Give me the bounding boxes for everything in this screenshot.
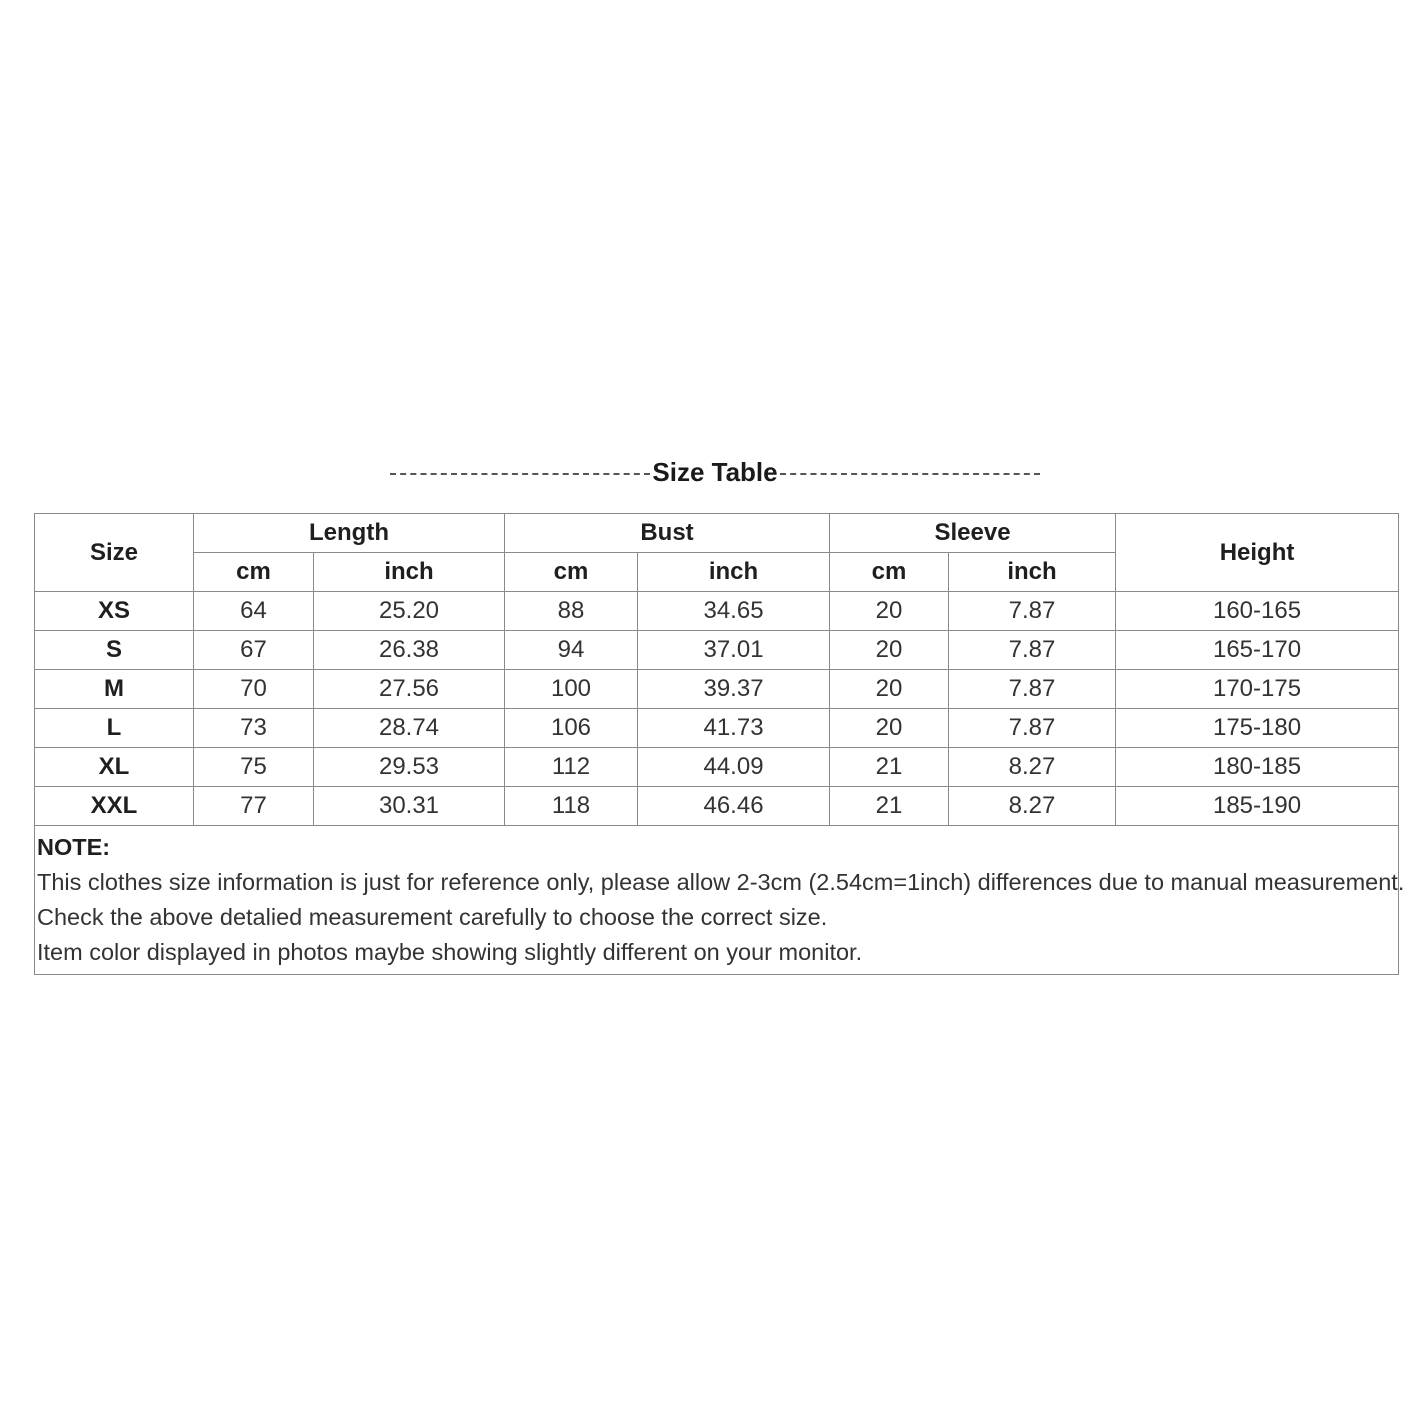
- length-inch-cell: 26.38: [314, 631, 505, 670]
- length-inch-cell: 28.74: [314, 709, 505, 748]
- title-dash-right: [780, 473, 1040, 475]
- size-cell: XS: [35, 592, 194, 631]
- note-row: [35, 826, 1399, 975]
- sleeve-cm-cell: 21: [830, 787, 949, 826]
- sleeve-cm-cell: 20: [830, 709, 949, 748]
- bust-cm-cell: 100: [505, 670, 638, 709]
- header-length: Length: [194, 514, 505, 553]
- table-row: [35, 787, 1399, 826]
- length-inch-cell: 29.53: [314, 748, 505, 787]
- height-cell: 175-180: [1116, 709, 1399, 748]
- header-sleeve: Sleeve: [830, 514, 1116, 553]
- bust-cm-cell: 88: [505, 592, 638, 631]
- header-length-cm: cm: [194, 553, 314, 592]
- height-cell: 165-170: [1116, 631, 1399, 670]
- header-size: Size: [35, 514, 194, 592]
- bust-cm-cell: 112: [505, 748, 638, 787]
- note-line: Item color displayed in photos maybe showing slightly different on your monitor.: [37, 939, 863, 965]
- length-cm-cell: 77: [194, 787, 314, 826]
- size-cell: L: [35, 709, 194, 748]
- length-cm-cell: 75: [194, 748, 314, 787]
- bust-inch-cell: 46.46: [638, 787, 830, 826]
- header-bust-cm: cm: [505, 553, 638, 592]
- header-sleeve-inch: inch: [949, 553, 1116, 592]
- length-cm-cell: 73: [194, 709, 314, 748]
- bust-inch-cell: 39.37: [638, 670, 830, 709]
- table-row: [35, 631, 1399, 670]
- title-dash-left: [390, 473, 650, 475]
- bust-inch-cell: 37.01: [638, 631, 830, 670]
- bust-cm-cell: 106: [505, 709, 638, 748]
- length-cm-cell: 64: [194, 592, 314, 631]
- length-cm-cell: 67: [194, 631, 314, 670]
- sleeve-inch-cell: 8.27: [949, 787, 1116, 826]
- header-bust-inch: inch: [638, 553, 830, 592]
- size-cell: S: [35, 631, 194, 670]
- table-row: [35, 709, 1399, 748]
- size-cell: M: [35, 670, 194, 709]
- size-table-title: Size Table: [652, 456, 778, 487]
- sleeve-cm-cell: 21: [830, 748, 949, 787]
- length-inch-cell: 25.20: [314, 592, 505, 631]
- sleeve-cm-cell: 20: [830, 631, 949, 670]
- height-cell: 185-190: [1116, 787, 1399, 826]
- size-cell: XXL: [35, 787, 194, 826]
- sleeve-inch-cell: 8.27: [949, 748, 1116, 787]
- note-title: NOTE:: [37, 834, 111, 860]
- sleeve-cm-cell: 20: [830, 592, 949, 631]
- header-length-inch: inch: [314, 553, 505, 592]
- size-table: [34, 513, 1405, 975]
- header-sleeve-cm: cm: [830, 553, 949, 592]
- sleeve-inch-cell: 7.87: [949, 670, 1116, 709]
- length-inch-cell: 27.56: [314, 670, 505, 709]
- header-height: Height: [1116, 514, 1399, 592]
- height-cell: 170-175: [1116, 670, 1399, 709]
- bust-inch-cell: 34.65: [638, 592, 830, 631]
- table-row: [35, 748, 1399, 787]
- note-cell: [35, 826, 1405, 975]
- note-line: This clothes size information is just for reference only, please allow 2-3cm (2.54cm=1inch) differences due to manual measurement.: [37, 869, 1405, 895]
- sleeve-inch-cell: 7.87: [949, 631, 1116, 670]
- table-row: [35, 670, 1399, 709]
- sleeve-inch-cell: 7.87: [949, 592, 1116, 631]
- sleeve-cm-cell: 20: [830, 670, 949, 709]
- header-bust: Bust: [505, 514, 830, 553]
- length-cm-cell: 70: [194, 670, 314, 709]
- size-cell: XL: [35, 748, 194, 787]
- bust-cm-cell: 94: [505, 631, 638, 670]
- bust-inch-cell: 44.09: [638, 748, 830, 787]
- note-line: Check the above detalied measurement carefully to choose the correct size.: [37, 904, 828, 930]
- size-table-title-row: [390, 452, 1040, 492]
- bust-inch-cell: 41.73: [638, 709, 830, 748]
- height-cell: 160-165: [1116, 592, 1399, 631]
- length-inch-cell: 30.31: [314, 787, 505, 826]
- table-row: [35, 592, 1399, 631]
- height-cell: 180-185: [1116, 748, 1399, 787]
- header-row-groups: [35, 514, 1399, 553]
- sleeve-inch-cell: 7.87: [949, 709, 1116, 748]
- bust-cm-cell: 118: [505, 787, 638, 826]
